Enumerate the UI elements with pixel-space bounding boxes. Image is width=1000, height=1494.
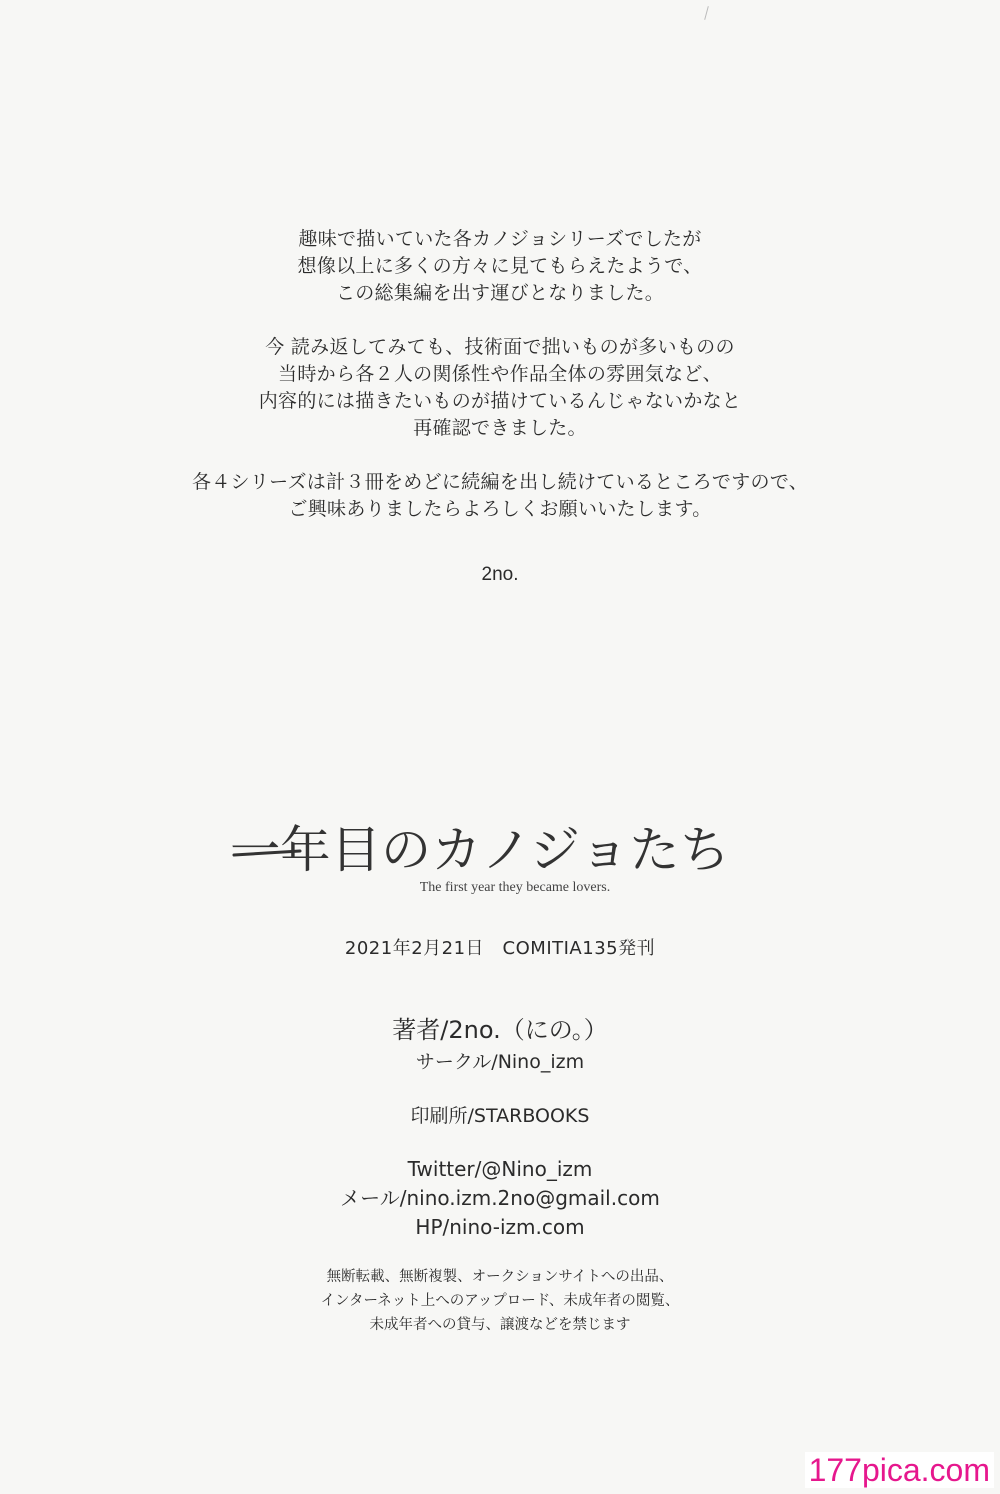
twitter-handle: Twitter/@Nino_izm (407, 1157, 593, 1181)
afterword-line: 想像以上に多くの方々に見てもらえたようで、 (297, 255, 703, 277)
afterword-paragraph (0, 469, 1000, 523)
author-signature: 2no. (481, 564, 519, 585)
circle-credit: サークル/Nino_izm (415, 1051, 585, 1073)
title-logo-text: 一年目のカノジョたち (230, 821, 730, 879)
author-credit: 著者/2no.（にの。） (392, 1016, 608, 1044)
title-logo (230, 815, 750, 885)
copyright-notice (0, 1265, 1000, 1337)
afterword-line: 当時から各２人の関係性や作品全体の雰囲気など、 (278, 363, 722, 385)
afterword-text (0, 226, 1000, 550)
afterword-line: 各４シリーズは計３冊をめどに続編を出し続けているところですので、 (191, 471, 809, 493)
publication-date: 2021年2月21日 COMITIA135発刊 (344, 938, 656, 959)
afterword-paragraph (0, 226, 1000, 307)
notice-line: 無断転載、無断複製、オークションサイトへの出品、 (326, 1269, 674, 1285)
afterword-line: 今 読み返してみても、技術面で拙いものが多いものの (265, 336, 735, 358)
homepage-url: HP/nino-izm.com (415, 1215, 585, 1239)
printer-credit: 印刷所/STARBOOKS (410, 1105, 590, 1127)
notice-line: インターネット上へのアップロード、未成年者の閲覧、 (320, 1293, 680, 1309)
afterword-paragraph (0, 334, 1000, 442)
afterword-line: 内容的には描きたいものが描けているんじゃないかなと (258, 390, 742, 412)
afterword-line: ご興味ありましたらよろしくお願いいたします。 (288, 498, 712, 520)
contact-info (0, 1155, 1000, 1242)
afterword-line: 趣味で描いていた各カノジョシリーズでしたが (298, 228, 702, 250)
paper-crease-mark (704, 6, 709, 20)
site-watermark: 177pica.com (805, 1452, 994, 1488)
email-address: メール/nino.izm.2no@gmail.com (340, 1186, 660, 1210)
afterword-line: 再確認できました。 (413, 417, 587, 439)
notice-line: 未成年者への貸与、譲渡などを禁じます (369, 1317, 631, 1333)
afterword-line: この総集編を出す運びとなりました。 (335, 282, 665, 304)
title-subtitle: The first year they became lovers. (419, 880, 611, 895)
